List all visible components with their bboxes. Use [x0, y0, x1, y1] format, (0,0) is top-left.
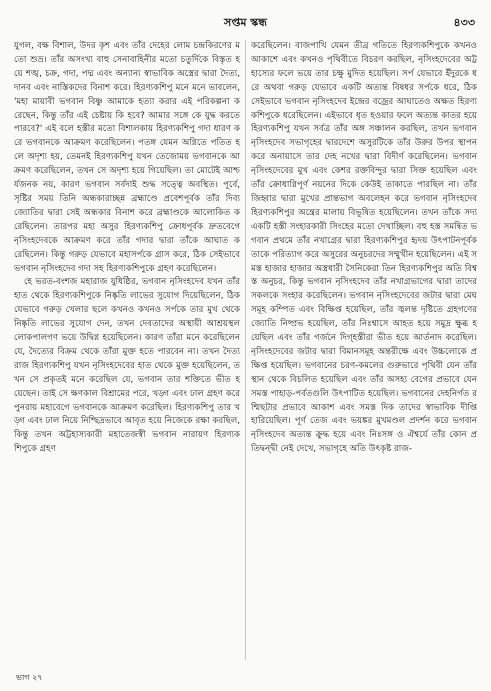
- right-column: [251, 40, 477, 672]
- text-columns: [14, 40, 477, 672]
- paragraph: হে ভরত-বংশজ মহারাজ যুধিষ্ঠির, ভগবান নৃসিংহদেব যখন তাঁর হাত থেকে হিরণ্যকশিপুকে নিষ্কৃতি লাভের সুযোগ দিয়েছিলেন, ঠিক যেভাবে গরুড় খেলার ছলে কখনও কখনও সর্পকে তার মুখ থেকে নিষ্কৃতি লাভের সুযোগ দেন, তখন দেবতাদের অস্থায়ী আশ্রয়স্থল লোকপালগণ ভয়ে উদ্বিগ্ন হয়েছিলেন। কারণ তাঁরা মনে করেছিলেন যে, দৈত্যের বিক্রম থেকে তাঁরা মুক্ত হতে পারবেন না। তখন দৈত্যরাজ হিরণ্যকশিপু যখন নৃসিংহদেবের হাত থেকে মুক্ত হয়েছিলেন, তখন সে প্রকৃতই মনে করেছিল যে, ভগবান তার শক্তিতে ভীত হয়েছেন। তাই সে ক্ষণকাল বিশ্রামের পরে, খড়্গ এবং ঢাল গ্রহণ করে পুনরায় মহাবেগে ভগবানকে আক্রমণ করেছিল। হিরণ্যকশিপু তার খড়্গ এবং ঢাল নিয়ে নিশ্ছিদ্রভাবে আবৃত হয়ে নিজেকে রক্ষা করছিল, কিন্তু তখন অট্টহাস্যকারী মহাতেজস্বী ভগবান নারায়ণ হিরণ্যকশিপুকে গ্রহণ: [14, 277, 240, 455]
- footer-mark: ভাগ ২৭: [16, 673, 43, 682]
- left-column: [14, 40, 240, 672]
- page-number: ৪৩৩: [453, 16, 475, 29]
- paragraph: করেছিলেন। বাজপাখি যেমন তীব্র গতিতে হিরণ্যকশিপুকে কখনও আকাশে এবং কখনও পৃথিবীতে বিচরণ করছিল, নৃসিংহদেবের অট্টহাস্যের ফলে ভয়ে তার চক্ষু মুদিত হয়েছিল। সর্প যেভাবে ইঁদুরকে ধরে অথবা গরুড় যেভাবে একটি অত্যন্ত বিষধর সর্পকে ধরে, ঠিক সেইভাবে ভগবান নৃসিংহদেব ইন্দ্রের বজ্রের আঘাতেও অক্ষত হিরণ্যকশিপুকে ধরেছিলেন। এইভাবে ধৃত হওয়ার ফলে অত্যন্ত কাতর হয়ে হিরণ্যকশিপু যখন সর্বত্র তাঁর অঙ্গ সঞ্চালন করছিল, তখন ভগবান নৃসিংহদেব সভাগৃহের দ্বারদেশে অসুরটিকে তাঁর উরুর উপর স্থাপন করে অনায়াসে তার দেহ নখের দ্বারা বিদীর্ণ করেছিলেন। ভগবান নৃসিংহদেবের মুখ এবং কেশর রক্তবিন্দুর দ্বারা সিক্ত হয়েছিল এবং তাঁর ক্রোধাগ্নিপূর্ণ নয়নের দিকে কেউই তাকাতে পারছিল না। তাঁর জিহ্বার দ্বারা মুখের প্রান্তভাগ অবলেহন করে ভগবান নৃসিংহদেব হিরণ্যকশিপুর অন্ত্রের মালায় বিভূষিত হয়েছিলেন। তখন তাঁকে সদ্য একটি হস্তী সংহারকারী সিংহের মতো দেখাচ্ছিল। বহু হস্ত সমন্বিত ভগবান প্রথমে তাঁর নখাগ্রের দ্বারা হিরণ্যকশিপুর হৃদয় উৎপাটনপূর্বক তাকে পরিত্যাগ করে অসুরের অনুচরদের সম্মুখীন হয়েছিলেন। এই সমস্ত হাজার হাজার অস্ত্রধারী সৈনিকেরা তিন হিরণ্যকশিপুর অতি বিশ্বস্ত অনুচর, কিন্তু ভগবান নৃসিংহদেব তাঁর নখাগ্রভাগের দ্বারা তাদের সকলকে সংহার করেছিলেন। ভগবান নৃসিংহদেবের জটার দ্বারা মেঘসমূহ কম্পিত এবং বিক্ষিপ্ত হয়েছিল, তাঁর জ্বলন্ত দৃষ্টিতে গ্রহগণের জ্যোতি নিষ্প্রভ হয়েছিল, তাঁর নিঃশ্বাসে আহত হয়ে সমুদ্র ক্ষুব্ধ হয়েছিল এবং তাঁর গর্জনে দিগ্‌হস্তীরা ভীত হয়ে আর্তনাদ করেছিল। নৃসিংহদেবের জটার দ্বারা বিমানসমূহ অন্তরীক্ষে এবং উচ্চলোকে প্রক্ষিপ্ত হয়েছিল। ভগবানের চরণ-কমলের গুরুভারে পৃথিবী যেন তাঁর স্থান থেকে বিচলিত হয়েছিল এবং তাঁর অসহ্য বেগের প্রভাবে যেন সমস্ত পাহাড়-পর্বতগুলি উৎপাটিত হয়েছিল। ভগবানের দেহনির্গত রশ্মিছটার প্রভাবে আকাশ এবং সমস্ত দিক তাদের স্বাভাবিক দীপ্তি হারিয়েছিল। পূর্ণ তেজ এবং ভয়ঙ্কর মুখমণ্ডল প্রদর্শন করে ভগবান নৃসিংহদেব অত্যন্ত ক্রুদ্ধ হয়ে এবং নিঃসঙ্গ ও ঐশ্বর্যে তাঁর কোন প্রতিদ্বন্দ্বী নেই দেখে, সভাগৃহে অতি উৎকৃষ্ট রাজ-: [251, 41, 477, 455]
- running-title: সপ্তম স্কন্ধ: [224, 16, 267, 29]
- paragraph: যুগল, বক্ষ বিশাল, উদর কৃশ এবং তাঁর দেহের লোম চন্দ্রকিরণের মতো শুভ্র। তাঁর অসংখ্য বাহু সেনাবাহিনীর মতো চতুর্দিকে বিস্তৃত হয়ে শঙ্খ, চক্র, গদা, পদ্ম এবং অন্যান্য স্বাভাবিক অস্ত্রের দ্বারা দৈত্য, দানব এবং নাস্তিকদের বিনাশ করে। হিরণ্যকশিপু মনে মনে ভাবলেন, 'মহা মায়াবী ভগবান বিষ্ণু আমাকে হত্যা করার এই পরিকল্পনা করেছেন, কিন্তু তাঁর এই চেষ্টায় কি হবে? আমার সঙ্গে কে যুদ্ধ করতে পারবে?' এই বলে হস্তীর মতো বিশালকায় হিরণ্যকশিপু গদা ধারণ করে ভগবানকে আক্রমণ করেছিলেন। পতঙ্গ যেমন অগ্নিতে পতিত হলে অদৃশ্য হয়, তেমনই হিরণ্যকশিপু যখন তেজোময় ভগবানকে আক্রমণ করেছিলেন, তখন সে অদৃশ্য হয়ে গিয়েছিল। তা মোটেই আশ্চর্যজনক নয়, কারণ ভগবান সর্বদাই শুদ্ধ সত্ত্বে অবস্থিত। পূর্বে, সৃষ্টির সময় তিনি অন্ধকারাচ্ছন্ন ব্রহ্মাণ্ডে প্রবেশপূর্বক তাঁর দিব্য জ্যোতির দ্বারা সেই অন্ধকার বিনাশ করে ব্রহ্মাণ্ডকে আলোকিত করেছিলেন। তারপর মহা অসুর হিরণ্যকশিপু ক্রোধপূর্বক দ্রুতবেগে নৃসিংহদেবকে আক্রমণ করে তাঁর গদার দ্বারা তাঁকে আঘাত করেছিলেন। কিন্তু গরুড় যেভাবে মহাসর্পকে গ্রাস করে, ঠিক সেইভাবে ভগবান নৃসিংহদেব গদা সহ হিরণ্যকশিপুকে গ্রহণ করেছিলেন।: [14, 41, 240, 274]
- column-divider: [245, 40, 246, 660]
